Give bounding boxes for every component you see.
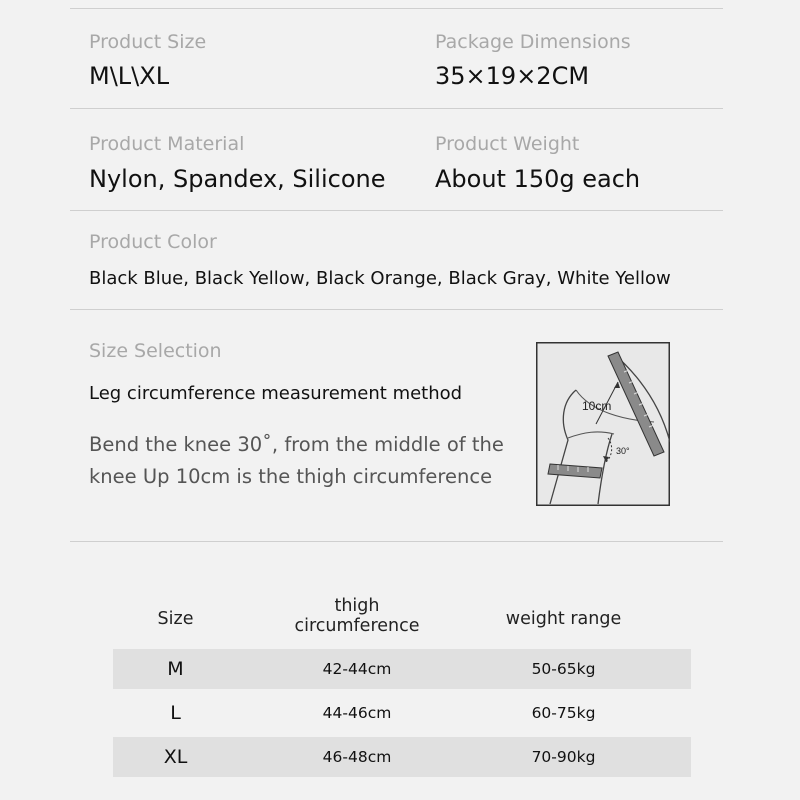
- divider-1: [70, 108, 723, 109]
- size-cell: M: [167, 658, 184, 680]
- angle-label: 30°: [616, 446, 630, 456]
- package-dimensions-value: 35×19×2CM: [435, 62, 590, 90]
- distance-label: 10cm: [582, 399, 612, 413]
- package-dimensions-label: Package Dimensions: [435, 31, 631, 53]
- weight-cell: 70-90kg: [531, 748, 596, 766]
- measurement-description: Bend the knee 30˚, from the middle of the knee Up 10cm is the thigh circumference: [89, 433, 504, 488]
- divider-top: [70, 8, 723, 9]
- thigh-cell: 44-46cm: [322, 704, 392, 722]
- size-cell: XL: [163, 746, 188, 768]
- product-weight-value: About 150g each: [435, 165, 641, 193]
- weight-cell: 60-75kg: [531, 704, 596, 722]
- table-row: [113, 649, 691, 689]
- divider-4: [70, 541, 723, 542]
- size-column-header: Size: [157, 609, 194, 629]
- product-size-label: Product Size: [89, 31, 207, 53]
- knee-measurement-diagram: [536, 342, 670, 506]
- table-row: [113, 693, 691, 733]
- thigh-cell: 46-48cm: [322, 748, 392, 766]
- product-color-label: Product Color: [89, 231, 217, 253]
- product-material-value: Nylon, Spandex, Silicone: [89, 165, 386, 193]
- size-selection-label: Size Selection: [89, 340, 222, 362]
- product-color-value: Black Blue, Black Yellow, Black Orange, Black Gray, White Yellow: [89, 268, 671, 289]
- measurement-method-title: Leg circumference measurement method: [89, 383, 463, 404]
- product-material-label: Product Material: [89, 133, 245, 155]
- thigh-column-header: [238, 596, 476, 636]
- table-row: [113, 737, 691, 777]
- thigh-cell: 42-44cm: [322, 660, 392, 678]
- thigh-header-line1: thigh: [334, 596, 380, 616]
- divider-3: [70, 309, 723, 310]
- weight-cell: 50-65kg: [531, 660, 596, 678]
- divider-2: [70, 210, 723, 211]
- product-weight-label: Product Weight: [435, 133, 580, 155]
- size-cell: L: [170, 702, 181, 724]
- product-size-value: M\L\XL: [89, 62, 170, 90]
- thigh-header-line2: circumference: [294, 616, 420, 636]
- weight-column-header: weight range: [505, 609, 622, 629]
